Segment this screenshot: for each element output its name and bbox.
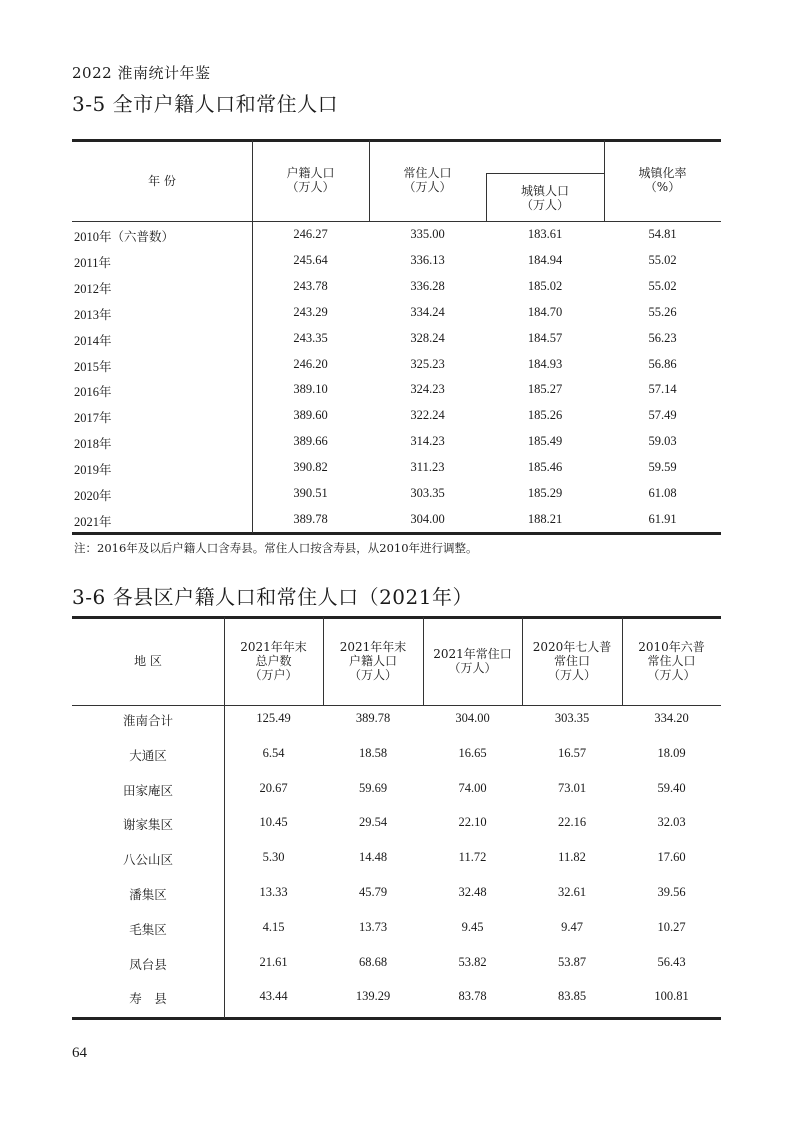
cell-census2010: 32.03 (657, 815, 686, 830)
header-label: 户籍人口 (286, 166, 335, 180)
cell-region: 淮南合计 (122, 714, 173, 728)
table1-header-urban (486, 184, 604, 212)
cell-census2010: 10.27 (657, 919, 686, 934)
header-line: （万人） (348, 668, 397, 682)
cell-region: 凤台县 (129, 957, 167, 972)
table2-header-registered (323, 640, 423, 682)
cell-households: 125.49 (256, 711, 291, 725)
cell-resident: 335.00 (410, 227, 445, 241)
cell-urban: 184.94 (527, 252, 563, 267)
cell-registered: 390.82 (293, 460, 328, 475)
cell-resident: 336.13 (410, 252, 445, 267)
header-line: 2021年常住口 (433, 647, 512, 661)
cell-households: 43.44 (259, 989, 288, 1004)
table2-header-census2010 (622, 640, 721, 682)
table1-header-resident (369, 166, 486, 194)
table2-bottom-rule (72, 1017, 721, 1020)
cell-households: 10.45 (259, 815, 288, 830)
cell-region: 大通区 (129, 748, 167, 763)
cell-rate: 57.14 (648, 382, 677, 397)
cell-resident: 322.24 (410, 408, 445, 423)
header-line: 地 区 (134, 654, 162, 668)
header-line: 常住人口 (647, 654, 696, 668)
cell-registered: 389.66 (293, 434, 328, 449)
table1-note: 注：2016年及以后户籍人口含寿县。常住人口按含寿县，从2010年进行调整。 (74, 541, 478, 555)
cell-rate: 54.81 (648, 227, 677, 241)
cell-resident2021: 74.00 (458, 780, 487, 795)
table2-header-census2020 (522, 640, 622, 682)
cell-census2020: 9.47 (561, 919, 583, 934)
cell-census2010: 17.60 (657, 850, 686, 865)
header-unit: （万人） (403, 180, 452, 194)
cell-year: 2018年 (74, 437, 112, 452)
cell-year: 2010年（六普数） (74, 230, 175, 244)
cell-resident2021: 16.65 (458, 745, 487, 760)
header-line: 常住口 (553, 654, 590, 668)
header-line: （万人） (448, 661, 497, 675)
header-line: 2020年七人普 (532, 640, 612, 654)
cell-resident: 328.24 (410, 330, 445, 345)
table1-header-year: 年 份 (148, 174, 176, 188)
cell-census2010: 334.20 (654, 711, 689, 725)
cell-rate: 59.03 (648, 434, 677, 449)
header-line: 2021年年末 (240, 640, 307, 654)
cell-registered: 14.48 (358, 850, 388, 865)
cell-rate: 56.23 (648, 330, 677, 345)
header-unit: （%） (644, 180, 681, 194)
header-line: （万人） (647, 668, 696, 682)
header-line: 户籍人口 (348, 654, 397, 668)
cell-resident2021: 22.10 (458, 815, 487, 830)
cell-resident: 304.00 (410, 511, 445, 526)
cell-resident: 311.23 (410, 460, 445, 475)
cell-resident: 334.24 (410, 304, 445, 319)
cell-resident2021: 9.45 (461, 919, 484, 934)
cell-resident2021: 32.48 (458, 885, 487, 899)
cell-registered: 139.29 (355, 989, 391, 1004)
cell-region: 田家庵区 (122, 783, 173, 798)
cell-census2020: 22.16 (557, 815, 587, 830)
cell-registered: 29.54 (358, 815, 388, 830)
cell-rate: 57.49 (648, 408, 677, 423)
cell-year: 2013年 (74, 307, 112, 322)
page-number: 64 (72, 1045, 87, 1061)
cell-registered: 243.29 (293, 304, 328, 319)
cell-census2010: 39.56 (657, 885, 686, 899)
cell-rate: 59.59 (648, 460, 677, 475)
header-label: 城镇化率 (638, 166, 687, 180)
cell-census2020: 53.87 (557, 954, 587, 969)
cell-resident2021: 53.82 (458, 954, 487, 969)
cell-year: 2019年 (74, 463, 112, 478)
cell-resident: 324.23 (410, 382, 445, 397)
cell-registered: 243.35 (293, 330, 328, 345)
cell-urban: 184.93 (527, 356, 563, 371)
table1-subheader-rule (486, 173, 604, 174)
table2-header-rule (72, 705, 721, 706)
table2-top-rule (72, 616, 721, 619)
cell-region: 潘集区 (129, 888, 167, 902)
cell-census2020: 16.57 (557, 745, 587, 760)
header-line: （万人） (547, 668, 596, 682)
header-unit: （万人） (286, 180, 335, 194)
header-line: （万户） (249, 668, 298, 682)
table2-title: 3-6 各县区户籍人口和常住人口（2021年） (72, 585, 473, 609)
cell-urban: 185.49 (527, 434, 563, 449)
table1-header-registered (252, 166, 369, 194)
cell-registered: 68.68 (358, 954, 388, 969)
cell-urban: 183.61 (527, 227, 563, 241)
cell-census2010: 56.43 (657, 954, 686, 969)
cell-census2020: 11.82 (558, 850, 586, 865)
cell-resident2021: 83.78 (458, 989, 487, 1004)
cell-urban: 188.21 (527, 511, 563, 526)
cell-registered: 59.69 (358, 780, 388, 795)
cell-year: 2011年 (74, 255, 112, 270)
cell-households: 21.61 (259, 954, 288, 969)
cell-census2020: 32.61 (557, 885, 587, 899)
cell-registered: 389.60 (293, 408, 328, 423)
cell-registered: 246.27 (293, 227, 328, 241)
cell-rate: 61.91 (648, 511, 677, 526)
table1-header-rule (72, 221, 721, 222)
cell-census2020: 83.85 (557, 989, 587, 1004)
table1-title: 3-5 全市户籍人口和常住人口 (72, 92, 339, 116)
cell-region: 八公山区 (122, 853, 173, 868)
cell-resident: 336.28 (410, 278, 445, 293)
cell-year: 2015年 (74, 359, 112, 374)
cell-region: 毛集区 (129, 922, 167, 937)
cell-resident2021: 304.00 (455, 711, 490, 725)
table2-header-resident2021 (423, 647, 522, 675)
cell-households: 5.30 (262, 850, 285, 865)
cell-rate: 61.08 (648, 486, 677, 500)
cell-year: 2020年 (74, 489, 112, 503)
cell-year: 2014年 (74, 333, 112, 348)
table2-header-region (72, 654, 224, 668)
book-title: 2022 淮南统计年鉴 (72, 64, 211, 82)
cell-registered: 245.64 (293, 252, 328, 267)
cell-resident: 314.23 (410, 434, 445, 449)
cell-registered: 18.58 (358, 745, 388, 760)
cell-households: 20.67 (259, 780, 288, 795)
cell-households: 6.54 (262, 745, 285, 760)
cell-census2010: 59.40 (657, 780, 686, 795)
cell-census2020: 303.35 (554, 711, 590, 725)
table1-top-rule (72, 139, 721, 142)
header-line: 2010年六普 (638, 640, 705, 654)
cell-urban: 185.26 (527, 408, 563, 423)
cell-resident: 303.35 (410, 486, 445, 500)
header-label: 城镇人口 (520, 184, 569, 198)
header-line: 2021年年末 (339, 640, 407, 654)
header-unit: （万人） (520, 198, 569, 212)
cell-resident: 325.23 (410, 356, 445, 371)
table1-bottom-rule (72, 532, 721, 535)
cell-households: 4.15 (262, 919, 285, 934)
cell-year: 2021年 (74, 514, 112, 529)
cell-resident2021: 11.72 (458, 850, 487, 865)
cell-registered: 246.20 (293, 356, 328, 371)
table2-header-households (224, 640, 323, 682)
cell-urban: 185.27 (527, 382, 563, 397)
cell-region: 谢家集区 (122, 818, 173, 833)
cell-registered: 389.78 (293, 511, 328, 526)
cell-urban: 185.46 (527, 460, 563, 475)
cell-rate: 56.86 (648, 356, 677, 371)
cell-registered: 45.79 (358, 885, 388, 899)
header-label: 常住人口 (403, 166, 452, 180)
cell-registered: 389.10 (293, 382, 328, 397)
table1-header-urbanization (604, 166, 721, 194)
cell-rate: 55.26 (648, 304, 677, 319)
cell-year: 2017年 (74, 411, 112, 426)
cell-census2020: 73.01 (557, 780, 587, 795)
cell-households: 13.33 (259, 885, 288, 899)
cell-registered: 13.73 (358, 919, 388, 934)
cell-registered: 243.78 (293, 278, 328, 293)
cell-census2010: 18.09 (657, 745, 686, 760)
cell-registered: 389.78 (355, 711, 391, 725)
cell-registered: 390.51 (293, 486, 328, 500)
cell-rate: 55.02 (648, 278, 677, 293)
cell-urban: 184.70 (527, 304, 563, 319)
cell-census2010: 100.81 (654, 989, 689, 1004)
cell-urban: 185.29 (527, 486, 563, 500)
cell-year: 2012年 (74, 281, 112, 296)
cell-region: 寿 县 (129, 992, 167, 1007)
header-line: 总户数 (255, 654, 292, 668)
cell-year: 2016年 (74, 385, 112, 400)
cell-urban: 185.02 (527, 278, 563, 293)
cell-urban: 184.57 (527, 330, 563, 345)
cell-rate: 55.02 (648, 252, 677, 267)
